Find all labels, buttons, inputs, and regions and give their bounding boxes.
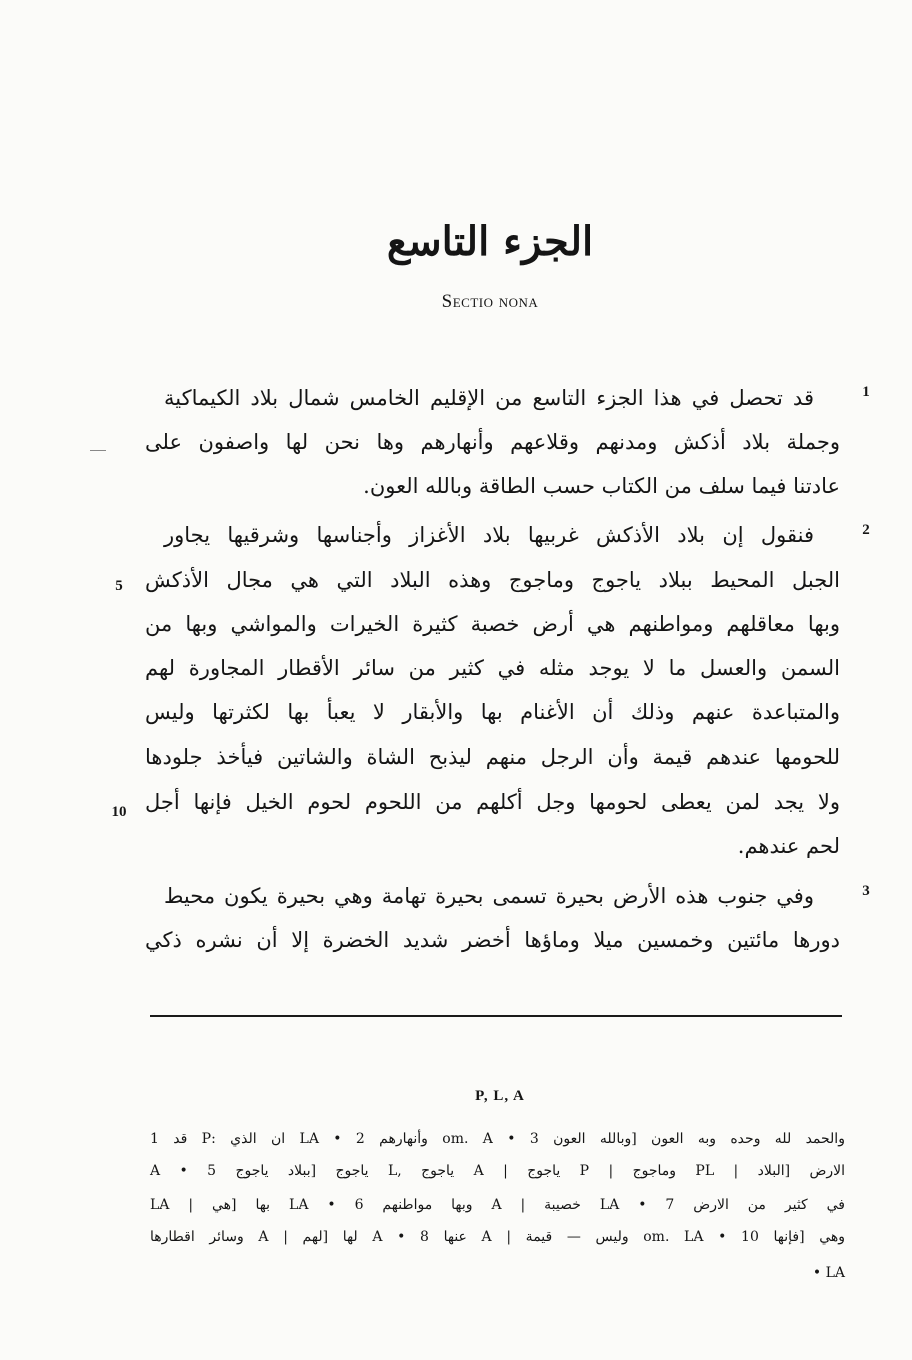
manuscript-sigla: P, L, A [475,1088,525,1104]
text-line: عادتنا فيما سلف من الكتاب حسب الطاقة وبالله العون. [363,474,840,498]
text-line: للحومها عندهم قيمة وأن الرجل منهم ليذبح الشاة والشاتين فيأخذ جلودها [145,745,840,769]
apparatus-line: في كثير من الارض 7 • LA خصيبة | A وبها مواطنهم 6 • LA بها [هي | LA [150,1197,845,1213]
text-line: وفي جنوب هذه الأرض بحيرة تسمى بحيرة تهامة وهي بحيرة يكون محيط [164,884,814,908]
apparatus-line: LA • [812,1265,845,1281]
text-line: دورها مائتين وخمسين ميلا وماؤها أخضر شديد الخضرة إلا أن نشره ذكي [145,928,840,952]
text-line: ولا يجد لمن يعطى لحومها وجل أكلهم من اللحوم لحوم الخيل فإنها أجل [145,790,840,814]
line-number-10: 10 [111,804,127,820]
paragraph-number-2: 2 [862,522,870,538]
apparatus-line: وهي [فإنها 10 • om. LA وليس — قيمة | A عنها 8 • A لها [لهم | A وسائر اقطارها [150,1229,846,1245]
apparatus-line: الارض [البلاد | PL وماجوج | P ياجوج | A ياجوج ,L ياجوج [ببلاد ياجوج 5 • A [150,1163,845,1179]
paragraph-number-1: 1 [862,384,870,400]
footnote-rule [150,1015,842,1017]
arabic-section-title: الجزء التاسع [386,218,594,265]
apparatus-line: والحمد لله وحده وبه العون [وبالله العون 3 • om. A وأنهارهم 2 • LA ان الذي :P قد 1 [150,1131,845,1147]
margin-mark [90,450,106,451]
paragraph-number-3: 3 [862,883,870,899]
text-line: قد تحصل في هذا الجزء التاسع من الإقليم الخامس شمال بلاد الكيماكية [164,386,814,410]
text-line: وبها معاقلهم ومواطنهم هي أرض خصبة كثيرة الخيرات والمواشي وبها من [145,612,840,636]
line-number-5: 5 [115,578,123,594]
text-line: والمتباعدة عنهم وذلك أن الأغنام بها والأبقار لا يعبأ بها لكثرتها وليس [145,700,840,724]
text-line: فنقول إن بلاد الأذكش غربيها بلاد الأغزاز وأجناسها وشرقيها يجاور [164,523,814,547]
text-line: السمن والعسل ما لا يوجد مثله في كثير من سائر الأقطار المجاورة لهم [145,656,840,680]
latin-section-title: Sectio nona [441,291,539,312]
text-line: الجبل المحيط ببلاد ياجوج وماجوج وهذه البلاد التي هي مجال الأذكش [145,568,840,592]
text-line: لحم عندهم. [737,834,840,858]
text-line: وجملة بلاد أذكش ومدنهم وقلاعهم وأنهارهم وها نحن لها واصفون على [145,430,840,454]
